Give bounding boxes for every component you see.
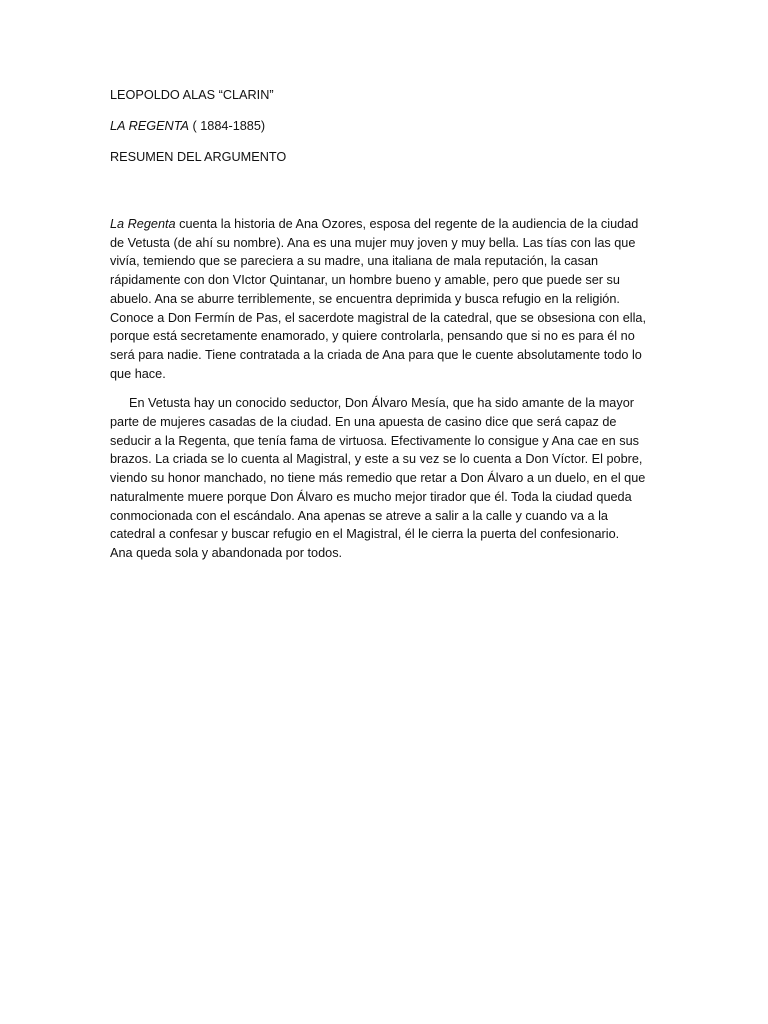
paragraph-line: rápidamente con don VIctor Quintanar, un hombre bueno y amable, pero que puede ser su — [110, 273, 620, 288]
paragraph-2 — [110, 394, 662, 562]
book-title: LA REGENTA — [110, 119, 189, 133]
inline-book-title: La Regenta — [110, 217, 176, 231]
book-years: ( 1884-1885) — [188, 119, 266, 133]
paragraph-line: naturalmente muere porque Don Álvaro es mucho mejor tirador que él. Toda la ciudad queda — [110, 489, 632, 504]
paragraph-line: catedral a confesar y buscar refugio en el Magistral, él le cierra la puerta del confesionario. — [110, 527, 620, 542]
paragraph-line: viendo su honor manchado, no tiene más remedio que retar a Don Álvaro a un duelo, en el que — [110, 471, 646, 486]
paragraph-1 — [110, 215, 662, 383]
paragraph-line: de Vetusta (de ahí su nombre). Ana es una mujer muy joven y muy bella. Las tías con las que — [110, 235, 636, 250]
paragraph-line: La Regenta cuenta la historia de Ana Ozores, esposa del regente de la audiencia de la ciudad — [110, 217, 639, 231]
paragraph-line: Conoce a Don Fermín de Pas, el sacerdote magistral de la catedral, que se obsesiona con ella, — [110, 310, 646, 325]
paragraph-line: conmocionada con el escándalo. Ana apenas se atreve a salir a la calle y cuando va a la — [110, 508, 608, 523]
paragraph-line: Ana queda sola y abandonada por todos. — [110, 545, 343, 560]
section-title: RESUMEN DEL ARGUMENTO — [110, 150, 287, 164]
blank-space — [110, 179, 662, 215]
paragraph-line: seducir a la Regenta, que tenía fama de virtuosa. Efectivamente lo consigue y Ana cae en sus — [110, 433, 639, 448]
paragraph-line: será para nadie. Tiene contratada a la criada de Ana para que le cuente absolutamente todo lo — [110, 347, 642, 362]
paragraph-line: vivía, temiendo que se pareciera a su madre, una italiana de mala reputación, la casan — [110, 254, 599, 269]
paragraph-line: brazos. La criada se lo cuenta al Magistral, y este a su vez se lo cuenta a Don Víctor. El pobre, — [110, 452, 643, 467]
paragraph-line: En Vetusta hay un conocido seductor, Don Álvaro Mesía, que ha sido amante de la mayor — [129, 396, 634, 411]
document-body — [110, 86, 662, 574]
paragraph-line: abuelo. Ana se aburre terriblemente, se encuentra deprimida y busca refugio en la religión. — [110, 291, 620, 306]
paragraph-line: que hace. — [110, 366, 166, 381]
author-heading: LEOPOLDO ALAS “CLARIN” — [110, 88, 274, 102]
paragraph-line: parte de mujeres casadas de la ciudad. En una apuesta de casino dice que será capaz de — [110, 415, 617, 430]
book-title-line — [110, 117, 662, 136]
paragraph-line: porque está secretamente enamorado, y quiere controlarla, pensando que si no es para él no — [110, 329, 635, 344]
